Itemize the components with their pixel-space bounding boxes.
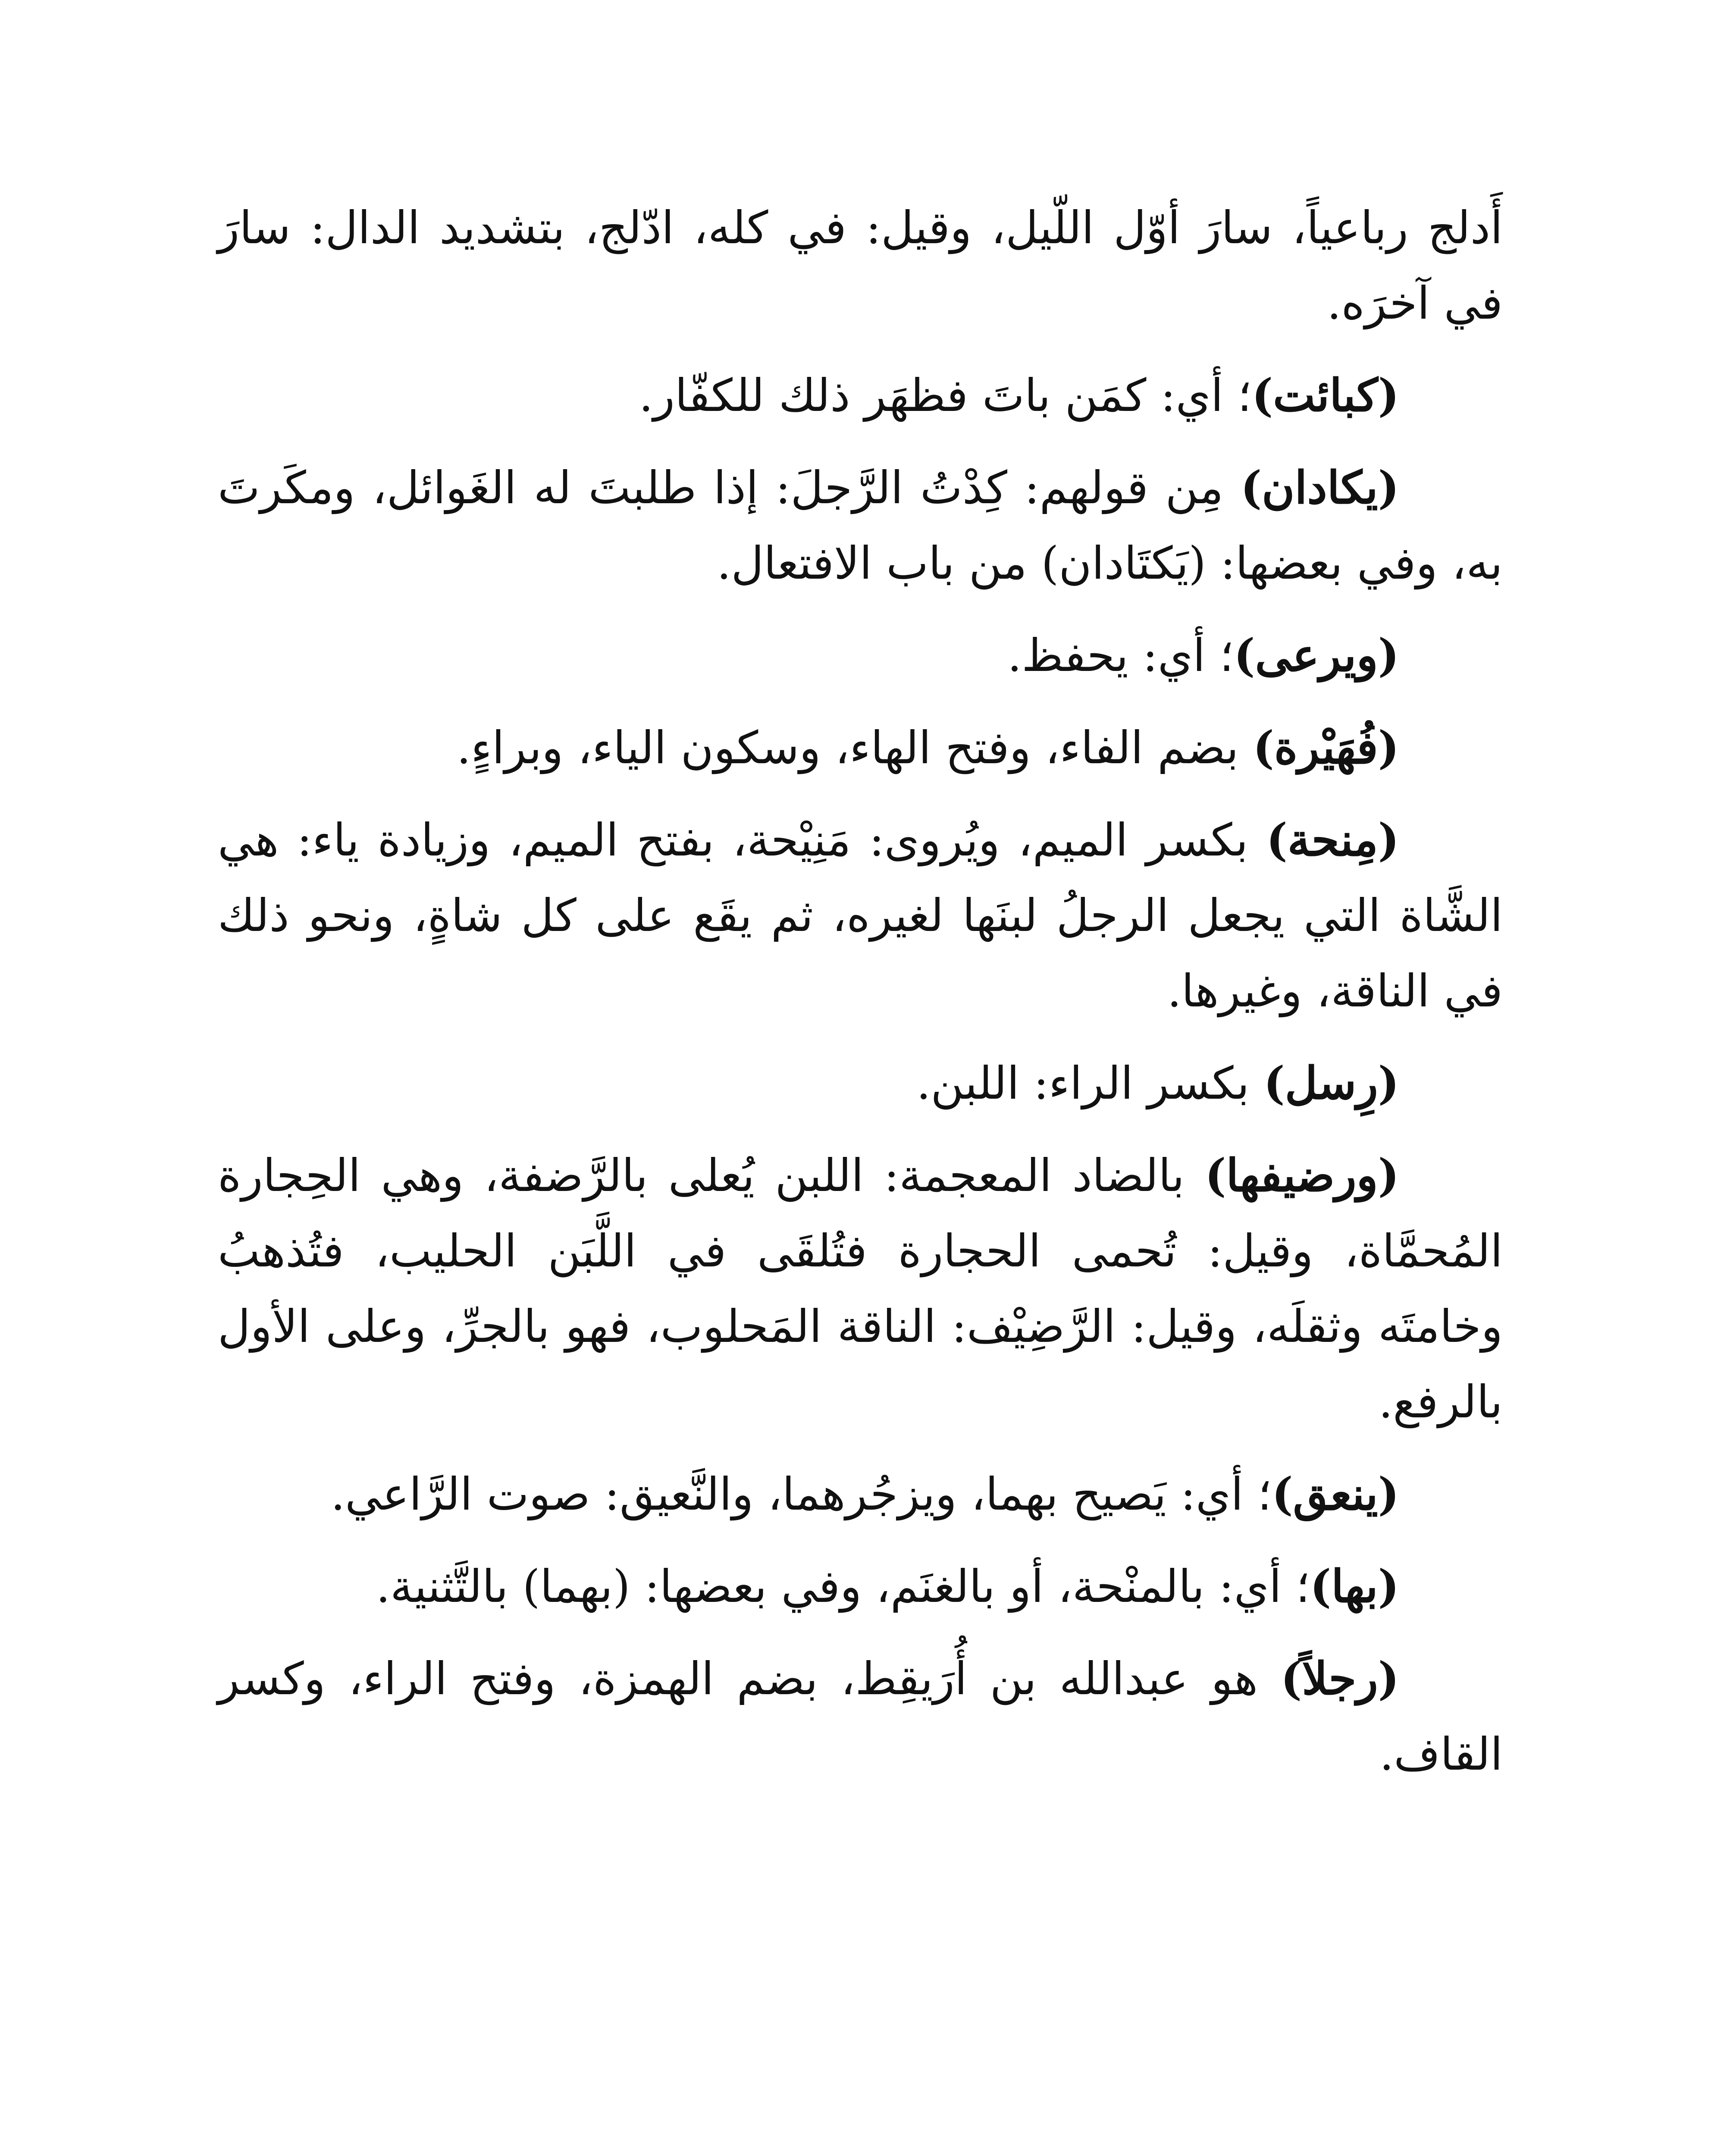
- paragraph-7: [218, 1045, 1503, 1121]
- entry-text: مِن قولهم: كِدْتُ الرَّجلَ: إذا طلبتَ له الغَوائل، ومكَرتَ به، وفي بعضها: (يَكتَادان) من باب الافتعال.: [218, 461, 1503, 589]
- entry-term: (فُهَيْرة): [1253, 721, 1399, 774]
- entry-term: (مِنحة): [1266, 813, 1399, 866]
- paragraph-2: [218, 357, 1503, 433]
- commentary-text: [218, 190, 1503, 1808]
- paragraph-10: [218, 1548, 1503, 1624]
- paragraph-1: [218, 190, 1503, 341]
- entry-text: ؛ أي: كمَن باتَ فظهَر ذلك للكفّار.: [639, 369, 1252, 422]
- entry-text: أَدلج رباعياً، سارَ أوّل اللّيل، وقيل: في كله، ادّلج، بتشديد الدال: سارَ في آخرَه.: [218, 201, 1503, 329]
- entry-term: (ينعق): [1272, 1467, 1399, 1520]
- entry-term: (كبائت): [1251, 369, 1399, 422]
- entry-term: (بها): [1310, 1560, 1399, 1613]
- entry-text: ؛ أي: بالمنْحة، أو بالغنَم، وفي بعضها: (بهما) بالتَّثنية.: [376, 1560, 1310, 1613]
- entry-term: (يكادان): [1240, 461, 1399, 514]
- entry-term: (ورضيفها): [1205, 1149, 1399, 1202]
- entry-text: بالضاد المعجمة: اللبن يُعلى بالرَّضفة، وهي الحِجارة المُحمَّاة، وقيل: تُحمى الحجارة فتُلقَى في اللَّبَن الحليب، فتُذهبُ وخامتَه وثقلَه، وقيل: الرَّضِيْف: الناقة المَحلوب، فهو بالجرِّ، وعلى الأول بالرفع.: [218, 1149, 1503, 1428]
- paragraph-9: [218, 1456, 1503, 1532]
- entry-term: (ويرعى): [1234, 629, 1399, 682]
- paragraph-11: [218, 1641, 1503, 1792]
- entry-text: ؛ أي: يَصيح بهما، ويزجُرهما، والنَّعيق: صوت الرَّاعي.: [331, 1468, 1272, 1520]
- paragraph-4: [218, 617, 1503, 693]
- paragraph-8: [218, 1138, 1503, 1440]
- entry-text: بضم الفاء، وفتح الهاء، وسكون الياء، وبراءٍ.: [457, 721, 1253, 774]
- entry-text: ؛ أي: يحفظ.: [1007, 629, 1234, 682]
- paragraph-3: [218, 450, 1503, 601]
- paragraph-6: [218, 802, 1503, 1029]
- entry-term: (رِسل): [1263, 1056, 1399, 1109]
- entry-text: هو عبدالله بن أُرَيقِط، بضم الهمزة، وفتح الراء، وكسر القاف.: [218, 1652, 1503, 1780]
- paragraph-5: [218, 710, 1503, 786]
- entry-text: بكسر الميم، ويُروى: مَنِيْحة، بفتح الميم، وزيادة ياء: هي الشَّاة التي يجعل الرجلُ لبنَها لغيره، ثم يقَع على كل شاةٍ، ونحو ذلك في الناقة، وغيرها.: [218, 814, 1503, 1017]
- entry-text: بكسر الراء: اللبن.: [916, 1057, 1264, 1109]
- entry-term: (رجلاً): [1281, 1652, 1399, 1705]
